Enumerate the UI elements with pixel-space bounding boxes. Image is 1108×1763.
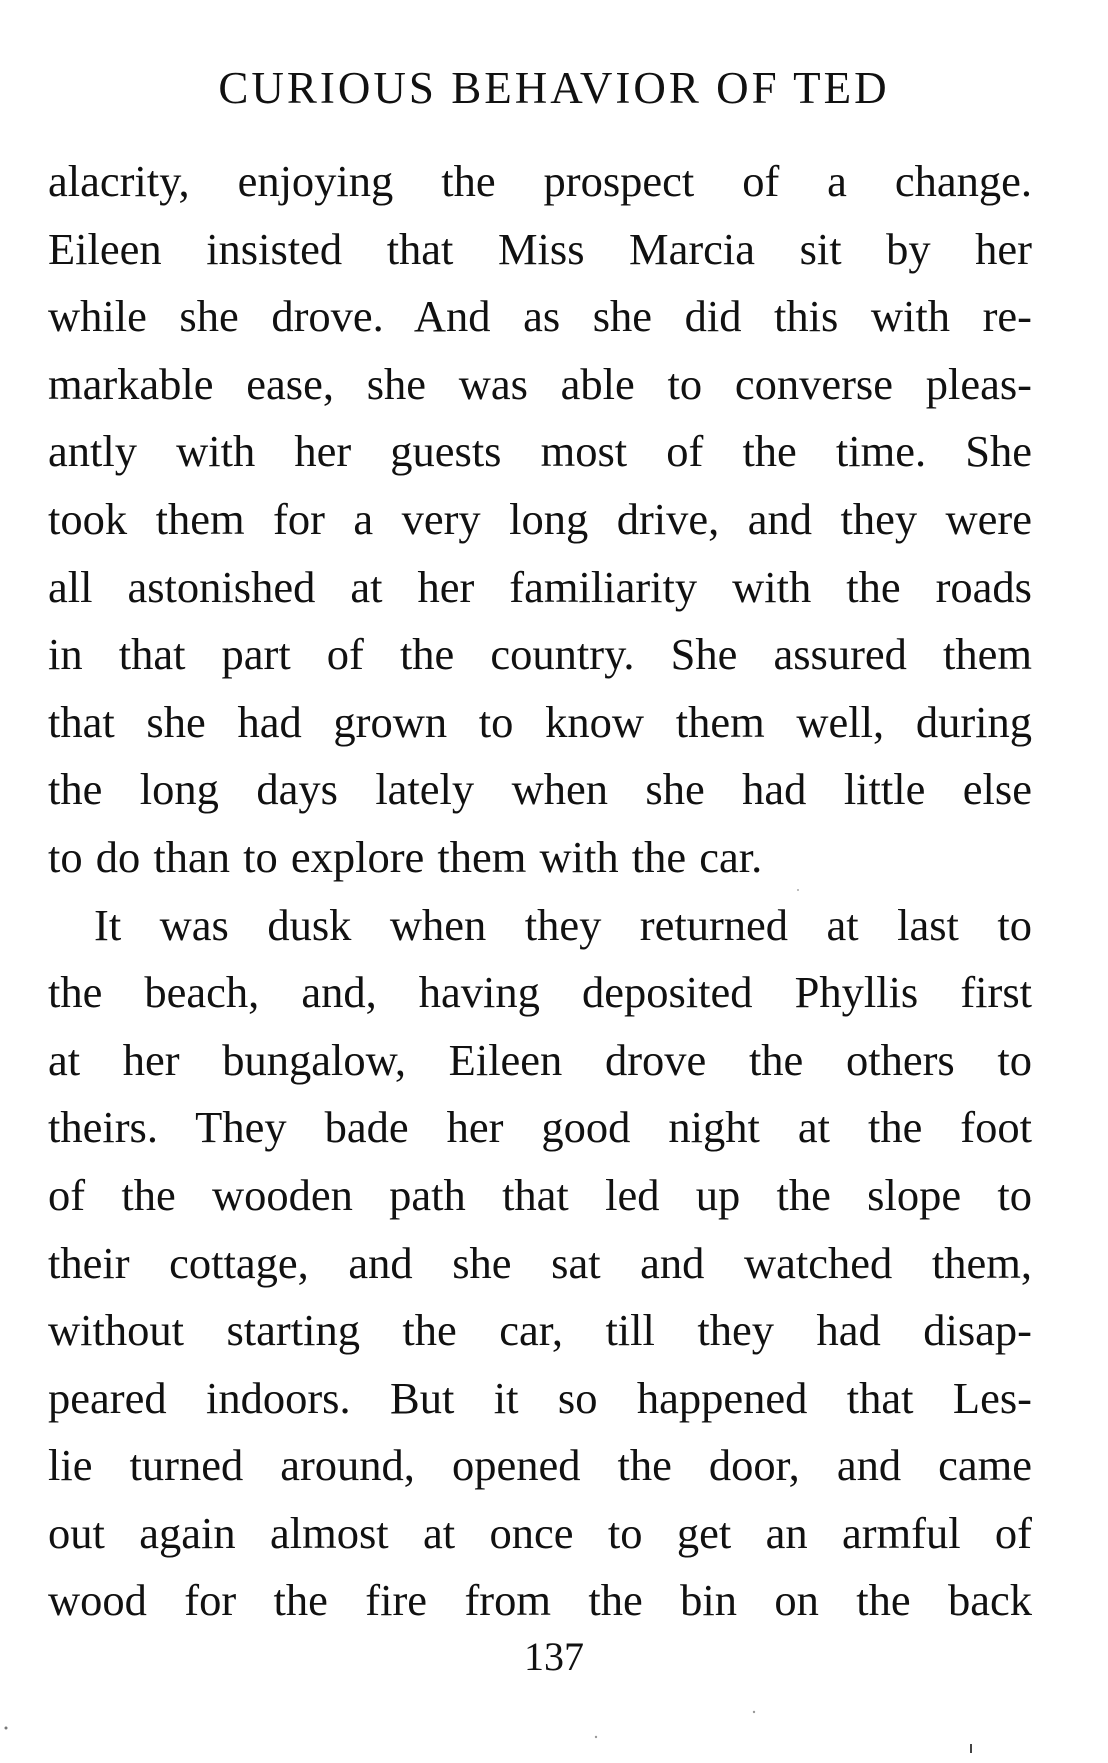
running-head: CURIOUS BEHAVIOR OF TED: [218, 63, 890, 113]
text-line: the long days lately when she had little else: [48, 764, 1032, 815]
paragraph-last-line: to do than to explore them with the car.: [48, 831, 763, 882]
scan-speck: [5, 1727, 8, 1730]
text-line: alacrity, enjoying the prospect of a change.: [48, 156, 1032, 206]
text-line: all astonished at her familiarity with the roads: [48, 561, 1032, 612]
text-line: peared indoors. But it so happened that Les-: [48, 1372, 1032, 1423]
text-line: at her bungalow, Eileen drove the others to: [48, 1034, 1032, 1085]
text-line: lie turned around, opened the door, and came: [48, 1440, 1032, 1491]
text-line: took them for a very long drive, and they were: [48, 493, 1032, 544]
text-line: the beach, and, having deposited Phyllis first: [48, 967, 1032, 1018]
scan-speck: [970, 1744, 972, 1753]
text-line: antly with her guests most of the time. She: [48, 426, 1032, 477]
text-line: wood for the fire from the bin on the back: [48, 1575, 1032, 1626]
text-line: their cottage, and she sat and watched them,: [48, 1237, 1032, 1288]
page-number: 137: [524, 1634, 584, 1679]
text-line: of the wooden path that led up the slope to: [48, 1169, 1032, 1220]
text-line: in that part of the country. She assured them: [48, 629, 1032, 680]
text-line: markable ease, she was able to converse pleas-: [48, 358, 1032, 409]
text-line: theirs. They bade her good night at the foot: [48, 1102, 1032, 1153]
text-line: Eileen insisted that Miss Marcia sit by her: [48, 223, 1032, 274]
scan-speck: [595, 1736, 597, 1738]
scan-speck: [797, 889, 799, 891]
scan-speck: [753, 1711, 755, 1713]
text-line: while she drove. And as she did this with re-: [48, 291, 1032, 342]
text-line: without starting the car, till they had disap-: [48, 1305, 1032, 1356]
text-line: that she had grown to know them well, during: [48, 696, 1032, 747]
paragraph-first-line: It was dusk when they returned at last to: [94, 899, 1032, 950]
text-line: out again almost at once to get an armful of: [48, 1507, 1032, 1558]
